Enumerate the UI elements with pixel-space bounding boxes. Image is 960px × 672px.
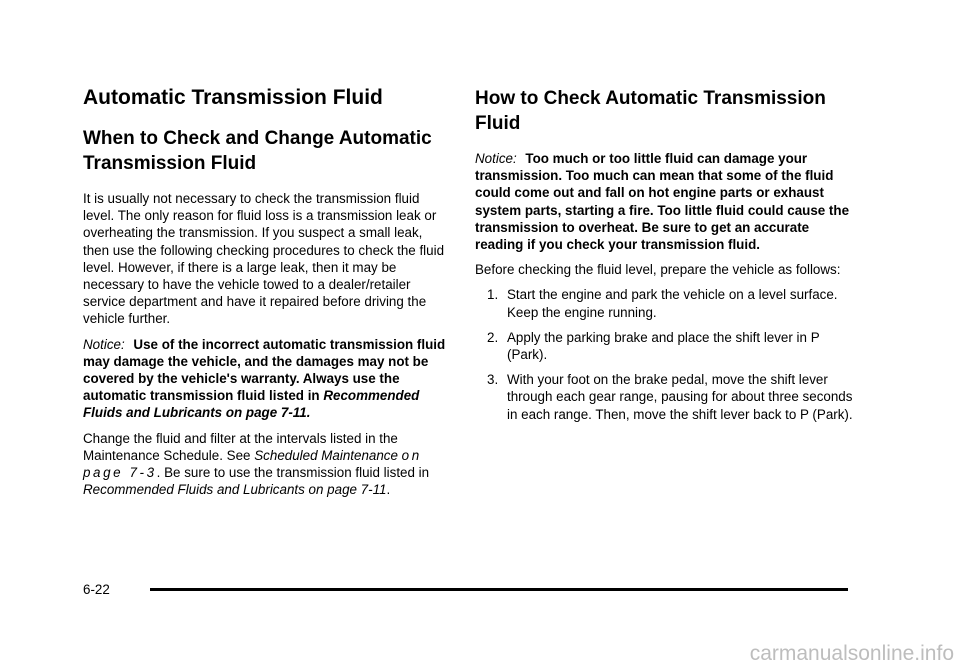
list-item	[475, 371, 853, 423]
step-number: 3.	[487, 372, 499, 388]
right-notice-label: Notice:	[475, 151, 517, 166]
right-notice-block	[475, 150, 853, 253]
footer-divider	[150, 588, 848, 591]
right-notice-text: Too much or too little fluid can damage your transmission. Too much can mean that some of the fluid could come out and fall on hot engine parts or exhaust system parts, starting a fire. Too little fluid could cause the transmission to overheat. Be sure to get an accurate reading if you check your transmission fluid.	[475, 151, 850, 253]
intro-paragraph: It is usually not necessary to check the transmission fluid level. The only reason for fluid loss is a transmission leak or overheating the transmission. If you suspect a small leak, then use the following checking procedures to check the fluid level. However, if there is a large leak, then it may be necessary to have the vehicle towed to a dealer/retailer service department and have it repaired before driving the vehicle further.	[83, 191, 445, 327]
page-number: 6-22	[83, 582, 110, 597]
step-text: Start the engine and park the vehicle on a level surface. Keep the engine running.	[507, 287, 838, 320]
list-item	[475, 329, 853, 363]
recommended-fluids-page[interactable]: page 7-11	[327, 482, 387, 498]
change-fluid-text-c: .	[386, 482, 391, 498]
change-fluid-text-a: Change the fluid and filter at the intervals listed in the Maintenance Schedule. See	[83, 430, 398, 463]
watermark: carmanualsonline.info	[749, 642, 954, 665]
step-text: With your foot on the brake pedal, move the shift lever through each gear range, pausing for about three seconds in each range. Then, move the shift lever back to P (Park).	[507, 372, 853, 422]
notice-label: Notice:	[83, 336, 125, 352]
list-item	[475, 286, 853, 320]
left-column	[83, 86, 449, 506]
prepare-intro: Before checking the fluid level, prepare the vehicle as follows:	[475, 262, 841, 278]
step-number: 1.	[487, 287, 499, 303]
notice-text: Use of the incorrect automatic transmission fluid may damage the vehicle, and the damages may not be covered by the vehicle's warranty. Always use the automatic transmission fluid listed in	[83, 336, 446, 404]
right-column	[475, 86, 853, 431]
section-title: Automatic Transmission Fluid	[83, 86, 383, 109]
change-fluid-paragraph	[83, 430, 449, 499]
scheduled-maintenance-page[interactable]: on page 7-3	[83, 447, 422, 481]
step-number: 2.	[487, 329, 499, 345]
notice-cross-reference[interactable]: Recommended Fluids and Lubricants on page 7-11.	[83, 388, 420, 421]
change-fluid-text-b: . Be sure to use the transmission fluid listed in	[156, 465, 430, 481]
subsection-title: When to Check and Change Automatic Transmission Fluid	[83, 128, 432, 174]
step-text: Apply the parking brake and place the shift lever in P (Park).	[507, 329, 820, 363]
scheduled-maintenance-link[interactable]: Scheduled Maintenance	[254, 447, 398, 463]
recommended-fluids-link[interactable]: Recommended Fluids and Lubricants on	[83, 482, 324, 498]
step-list	[475, 286, 853, 422]
check-fluid-title: How to Check Automatic Transmission Fluid	[475, 88, 826, 134]
notice-block	[83, 336, 449, 422]
